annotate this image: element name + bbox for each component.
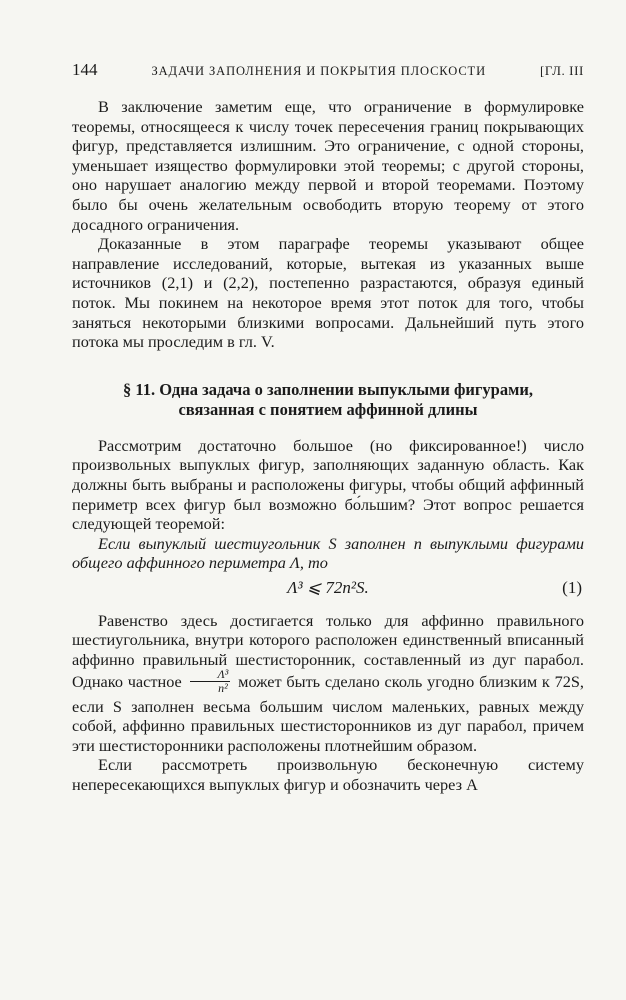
- body-text: [72, 97, 584, 795]
- section-heading-line-1: § 11. Одна задача о заполнении выпуклыми фигурами,: [123, 379, 533, 399]
- section-heading: [72, 380, 584, 420]
- theorem-statement: Если выпуклый шестиугольник S заполнен n выпуклыми фигурами общего аффинного периметра Λ, то: [72, 533, 584, 573]
- fraction-denominator: n²: [218, 680, 228, 695]
- formula-number: (1): [562, 577, 582, 597]
- paragraph-final: Если рассмотреть произвольную бесконечную систему непересекающихся выпуклых фигур и обозначить через A: [72, 755, 584, 795]
- page-number: 144: [72, 60, 98, 79]
- running-title: ЗАДАЧИ ЗАПОЛНЕНИЯ И ПОКРЫТИЯ ПЛОСКОСТИ: [151, 64, 487, 78]
- section-heading-line-2: связанная с понятием аффинной длины: [178, 399, 478, 419]
- equality-text-before: Равенство здесь достигается только для аффинно правильного шестиугольника, внутри которого расположен единственный вписанный аффинно правильный шестисторонник, составленный из дуг парабол. Однако частное: [72, 610, 584, 691]
- formula: Λ³ ⩽ 72n²S.: [287, 577, 369, 597]
- paragraph-conclusion: В заключение заметим еще, что ограничение в формулировке теоремы, относящееся к числу точек пересечения границ покрывающих фигур, представляется излишним. Это ограничение, с одной стороны, уменьшает изящество формулировки этой теоремы; с другой стороны, оно нарушает аналогию между первой и второй теоремами. Поэтому было бы очень желательным освободить вторую теорему от этого досадного ограничения.: [72, 97, 584, 234]
- equality-text-after: может быть сделано сколь угодно близким к 72S, если S заполнен весьма большим числом маленьких, равных между собой, аффинно правильных шестисторонников из дуг парабол, причем эти шестисторонники расположены плотнейшим образом.: [72, 671, 584, 755]
- paragraph-equality: [72, 611, 584, 756]
- running-head: [72, 60, 584, 80]
- paragraph-proved-theorems: Доказанные в этом параграфе теоремы указывают общее направление исследований, которые, вытекая из указанных выше источников (2,1) и (2,2), постепенно разрастаются, образуя единый поток. Мы покинем на некоторое время этот поток для того, чтобы заняться некоторыми близкими вопросами. Дальнейший путь этого потока мы проследим в гл. V.: [72, 234, 584, 352]
- fraction-numerator: Λ³: [190, 668, 231, 682]
- fraction: [190, 668, 231, 695]
- formula-row: [72, 575, 584, 605]
- paragraph-intro: Рассмотрим достаточно большое (но фиксированное!) число произвольных выпуклых фигур, заполняющих заданную область. Как должны быть выбраны и расположены фигуры, чтобы общий аффинный периметр всех фигур был возможно бо́льшим? Этот вопрос решается следующей теоремой:: [72, 435, 584, 534]
- chapter-reference: [ГЛ. III: [540, 63, 584, 78]
